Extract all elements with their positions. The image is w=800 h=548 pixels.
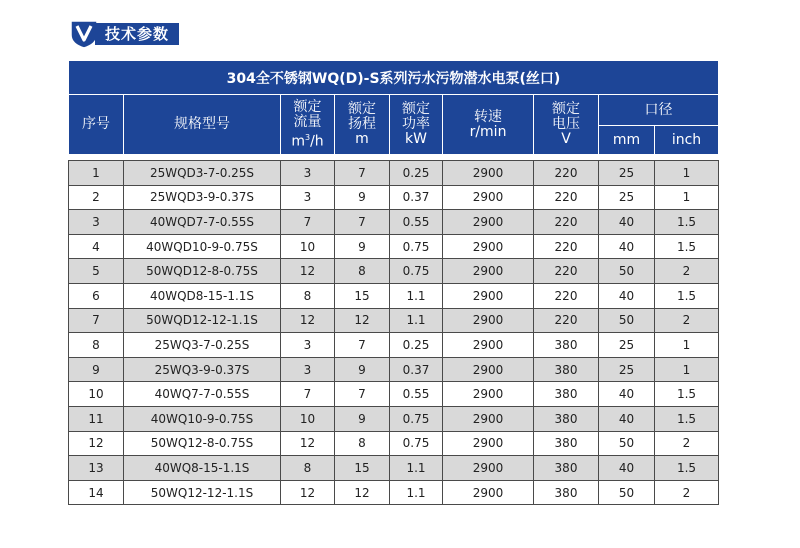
cell-head: 9 bbox=[335, 234, 390, 259]
cell-speed: 2900 bbox=[443, 431, 534, 456]
cell-voltage: 380 bbox=[534, 456, 599, 481]
cell-flow: 7 bbox=[281, 382, 335, 407]
col-header-flow bbox=[281, 95, 335, 155]
cell-model: 40WQD8-15-1.1S bbox=[124, 283, 281, 308]
cell-diameter-inch: 2 bbox=[655, 480, 719, 505]
cell-power: 0.75 bbox=[390, 431, 443, 456]
cell-speed: 2900 bbox=[443, 406, 534, 431]
cell-diameter-inch: 2 bbox=[655, 308, 719, 333]
cell-diameter-mm: 50 bbox=[599, 308, 655, 333]
cell-diameter-inch: 1 bbox=[655, 185, 719, 210]
table-body bbox=[69, 161, 719, 505]
cell-speed: 2900 bbox=[443, 333, 534, 358]
cell-index: 14 bbox=[69, 480, 124, 505]
cell-head: 8 bbox=[335, 431, 390, 456]
cell-index: 9 bbox=[69, 357, 124, 382]
cell-diameter-inch: 2 bbox=[655, 259, 719, 284]
cell-power: 0.75 bbox=[390, 259, 443, 284]
cell-power: 1.1 bbox=[390, 308, 443, 333]
cell-index: 4 bbox=[69, 234, 124, 259]
cell-diameter-inch: 1.5 bbox=[655, 234, 719, 259]
col-header-speed: 转速 r/min bbox=[443, 95, 534, 155]
cell-model: 40WQ10-9-0.75S bbox=[124, 406, 281, 431]
flow-line1: 额定 bbox=[293, 98, 322, 115]
table-row bbox=[69, 185, 719, 210]
cell-speed: 2900 bbox=[443, 456, 534, 481]
cell-diameter-mm: 40 bbox=[599, 406, 655, 431]
cell-index: 8 bbox=[69, 333, 124, 358]
cell-index: 2 bbox=[69, 185, 124, 210]
cell-head: 9 bbox=[335, 406, 390, 431]
cell-head: 12 bbox=[335, 308, 390, 333]
cell-flow: 8 bbox=[281, 456, 335, 481]
table-row bbox=[69, 283, 719, 308]
cell-head: 15 bbox=[335, 456, 390, 481]
cell-diameter-mm: 40 bbox=[599, 456, 655, 481]
cell-voltage: 380 bbox=[534, 406, 599, 431]
flow-unit: $m^3/h$ bbox=[291, 132, 324, 150]
cell-model: 50WQD12-12-1.1S bbox=[124, 308, 281, 333]
cell-flow: 12 bbox=[281, 259, 335, 284]
table-row bbox=[69, 308, 719, 333]
cell-speed: 2900 bbox=[443, 283, 534, 308]
spec-table bbox=[68, 60, 719, 505]
col-header-power: 额定 功率 kW bbox=[390, 95, 443, 155]
cell-model: 25WQD3-9-0.37S bbox=[124, 185, 281, 210]
cell-head: 9 bbox=[335, 357, 390, 382]
cell-power: 1.1 bbox=[390, 456, 443, 481]
cell-power: 0.55 bbox=[390, 210, 443, 235]
cell-diameter-mm: 40 bbox=[599, 234, 655, 259]
table-row bbox=[69, 259, 719, 284]
cell-diameter-mm: 25 bbox=[599, 161, 655, 186]
cell-flow: 12 bbox=[281, 308, 335, 333]
table-row bbox=[69, 161, 719, 186]
cell-diameter-inch: 1 bbox=[655, 333, 719, 358]
cell-head: 15 bbox=[335, 283, 390, 308]
cell-model: 25WQD3-7-0.25S bbox=[124, 161, 281, 186]
col-header-diameter: 口径 bbox=[599, 95, 719, 126]
cell-diameter-mm: 40 bbox=[599, 210, 655, 235]
cell-speed: 2900 bbox=[443, 210, 534, 235]
cell-flow: 3 bbox=[281, 185, 335, 210]
cell-voltage: 380 bbox=[534, 480, 599, 505]
cell-diameter-mm: 25 bbox=[599, 357, 655, 382]
cell-voltage: 380 bbox=[534, 357, 599, 382]
col-header-diameter-inch: inch bbox=[655, 126, 719, 155]
cell-diameter-mm: 40 bbox=[599, 382, 655, 407]
col-header-index: 序号 bbox=[69, 95, 124, 155]
cell-index: 7 bbox=[69, 308, 124, 333]
table-row bbox=[69, 210, 719, 235]
cell-diameter-mm: 25 bbox=[599, 185, 655, 210]
cell-voltage: 220 bbox=[534, 234, 599, 259]
table-row bbox=[69, 382, 719, 407]
cell-power: 1.1 bbox=[390, 480, 443, 505]
cell-diameter-inch: 2 bbox=[655, 431, 719, 456]
cell-diameter-inch: 1 bbox=[655, 161, 719, 186]
cell-index: 1 bbox=[69, 161, 124, 186]
cell-voltage: 380 bbox=[534, 333, 599, 358]
cell-voltage: 220 bbox=[534, 210, 599, 235]
cell-head: 7 bbox=[335, 161, 390, 186]
cell-power: 0.75 bbox=[390, 234, 443, 259]
cell-speed: 2900 bbox=[443, 259, 534, 284]
cell-flow: 12 bbox=[281, 431, 335, 456]
cell-diameter-inch: 1.5 bbox=[655, 382, 719, 407]
section-badge bbox=[69, 19, 179, 49]
cell-power: 1.1 bbox=[390, 283, 443, 308]
cell-diameter-mm: 25 bbox=[599, 333, 655, 358]
cell-speed: 2900 bbox=[443, 382, 534, 407]
cell-voltage: 220 bbox=[534, 259, 599, 284]
cell-power: 0.37 bbox=[390, 357, 443, 382]
cell-diameter-mm: 40 bbox=[599, 283, 655, 308]
cell-index: 12 bbox=[69, 431, 124, 456]
cell-head: 12 bbox=[335, 480, 390, 505]
cell-index: 6 bbox=[69, 283, 124, 308]
cell-diameter-mm: 50 bbox=[599, 431, 655, 456]
cell-model: 50WQ12-8-0.75S bbox=[124, 431, 281, 456]
table-row bbox=[69, 456, 719, 481]
table-row bbox=[69, 431, 719, 456]
cell-voltage: 220 bbox=[534, 161, 599, 186]
cell-diameter-inch: 1.5 bbox=[655, 456, 719, 481]
cell-flow: 10 bbox=[281, 406, 335, 431]
col-header-diameter-mm: mm bbox=[599, 126, 655, 155]
cell-flow: 10 bbox=[281, 234, 335, 259]
cell-flow: 12 bbox=[281, 480, 335, 505]
cell-speed: 2900 bbox=[443, 185, 534, 210]
cell-flow: 3 bbox=[281, 333, 335, 358]
table-row bbox=[69, 480, 719, 505]
cell-diameter-inch: 1 bbox=[655, 357, 719, 382]
cell-index: 10 bbox=[69, 382, 124, 407]
table-row bbox=[69, 333, 719, 358]
col-header-head: 额定 扬程 m bbox=[335, 95, 390, 155]
cell-diameter-inch: 1.5 bbox=[655, 210, 719, 235]
cell-diameter-mm: 50 bbox=[599, 259, 655, 284]
cell-speed: 2900 bbox=[443, 234, 534, 259]
cell-flow: 7 bbox=[281, 210, 335, 235]
table-row bbox=[69, 234, 719, 259]
table-row bbox=[69, 406, 719, 431]
cell-flow: 8 bbox=[281, 283, 335, 308]
col-header-voltage: 额定 电压 V bbox=[534, 95, 599, 155]
cell-voltage: 220 bbox=[534, 283, 599, 308]
cell-voltage: 380 bbox=[534, 382, 599, 407]
cell-head: 7 bbox=[335, 210, 390, 235]
spec-table-container bbox=[68, 60, 718, 505]
cell-model: 40WQ7-7-0.55S bbox=[124, 382, 281, 407]
cell-head: 9 bbox=[335, 185, 390, 210]
cell-model: 25WQ3-9-0.37S bbox=[124, 357, 281, 382]
cell-model: 50WQD12-8-0.75S bbox=[124, 259, 281, 284]
cell-model: 50WQ12-12-1.1S bbox=[124, 480, 281, 505]
cell-head: 7 bbox=[335, 333, 390, 358]
cell-diameter-inch: 1.5 bbox=[655, 283, 719, 308]
cell-speed: 2900 bbox=[443, 480, 534, 505]
cell-power: 0.37 bbox=[390, 185, 443, 210]
cell-head: 7 bbox=[335, 382, 390, 407]
cell-voltage: 220 bbox=[534, 308, 599, 333]
cell-model: 40WQD7-7-0.55S bbox=[124, 210, 281, 235]
cell-speed: 2900 bbox=[443, 357, 534, 382]
cell-model: 40WQ8-15-1.1S bbox=[124, 456, 281, 481]
table-title: 304全不锈钢WQ(D)-S系列污水污物潜水电泵(丝口) bbox=[69, 61, 719, 95]
table-row bbox=[69, 357, 719, 382]
cell-head: 8 bbox=[335, 259, 390, 284]
cell-power: 0.55 bbox=[390, 382, 443, 407]
cell-diameter-inch: 1.5 bbox=[655, 406, 719, 431]
cell-index: 5 bbox=[69, 259, 124, 284]
cell-voltage: 380 bbox=[534, 431, 599, 456]
cell-index: 3 bbox=[69, 210, 124, 235]
cell-index: 11 bbox=[69, 406, 124, 431]
cell-speed: 2900 bbox=[443, 161, 534, 186]
flow-line2: 流量 bbox=[293, 113, 322, 130]
cell-power: 0.25 bbox=[390, 333, 443, 358]
cell-index: 13 bbox=[69, 456, 124, 481]
cell-voltage: 220 bbox=[534, 185, 599, 210]
cell-power: 0.75 bbox=[390, 406, 443, 431]
cell-flow: 3 bbox=[281, 357, 335, 382]
col-header-model: 规格型号 bbox=[124, 95, 281, 155]
cell-power: 0.25 bbox=[390, 161, 443, 186]
cell-model: 25WQ3-7-0.25S bbox=[124, 333, 281, 358]
cell-flow: 3 bbox=[281, 161, 335, 186]
cell-speed: 2900 bbox=[443, 308, 534, 333]
badge-title: 技术参数 bbox=[95, 23, 179, 45]
cell-model: 40WQD10-9-0.75S bbox=[124, 234, 281, 259]
cell-diameter-mm: 50 bbox=[599, 480, 655, 505]
